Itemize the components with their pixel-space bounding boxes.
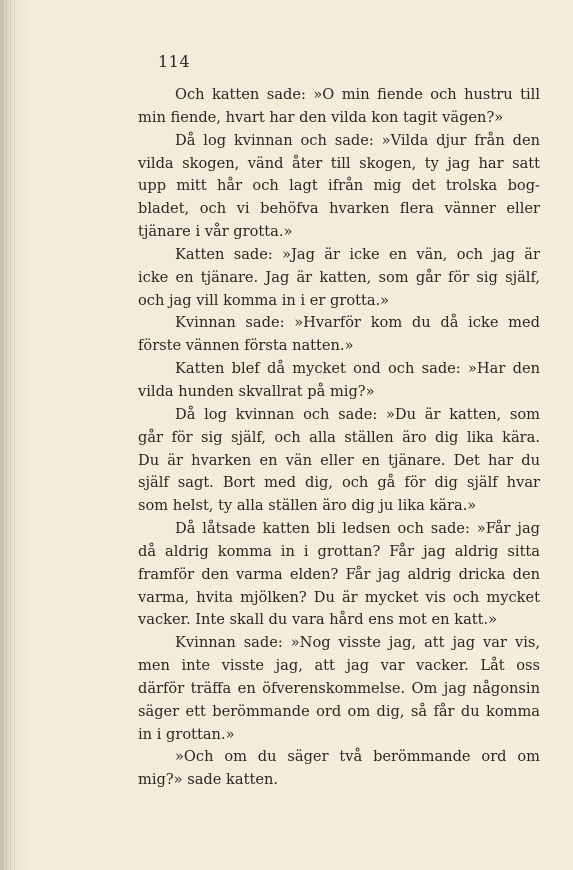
text-line: Katten sade: »Jag är icke en vän, och jag är	[175, 245, 540, 263]
body-text	[138, 84, 540, 792]
text-line: Och katten sade: »O min fiende och hustru till	[175, 86, 540, 103]
text-line: Då log kvinnan och sade: »Vilda djur från den	[175, 131, 540, 149]
text-line: min fiende, hvart har den vilda kon tagit vägen?»	[138, 108, 504, 126]
page-number: 114	[158, 52, 191, 71]
text-line: varma, hvita mjölken? Du är mycket vis och mycket	[138, 588, 540, 606]
text-line: vilda skogen, vänd åter till skogen, ty jag har satt	[138, 154, 540, 172]
text-line: Då låtsade katten bli ledsen och sade: »Får jag	[175, 520, 540, 538]
text-line: men inte visste jag, att jag var vacker. Låt oss	[138, 657, 540, 675]
text-line: och jag vill komma in i er grotta.»	[138, 291, 390, 309]
page-edge-shadow	[2, 0, 18, 870]
text-line: Då log kvinnan och sade: »Du är katten, som	[175, 405, 540, 423]
text-line: in i grottan.»	[138, 725, 235, 743]
text-line: som helst, ty alla ställen äro dig ju lika kära.»	[138, 497, 477, 515]
text-line: säger ett berömmande ord om dig, så får du komma	[138, 702, 540, 720]
text-line: går för sig själf, och alla ställen äro dig lika kära.	[138, 428, 540, 446]
text-line: Kvinnan sade: »Hvarför kom du då icke med	[175, 314, 540, 332]
text-line: »Och om du säger två berömmande ord om	[175, 748, 540, 766]
text-line: bladet, och vi behöfva hvarken flera vänner eller	[138, 200, 540, 218]
text-line: vacker. Inte skall du vara hård ens mot en katt.»	[138, 611, 498, 629]
text-line: därför träffa en öfverenskommelse. Om jag någonsin	[138, 679, 540, 697]
text-line: upp mitt hår och lagt ifrån mig det trolska bog-	[138, 177, 540, 195]
text-line: Katten blef då mycket ond och sade: »Har den	[175, 360, 540, 378]
text-line: mig?» sade katten.	[138, 771, 278, 789]
text-line: framför den varma elden? Får jag aldrig dricka den	[138, 565, 540, 583]
text-line: då aldrig komma in i grottan? Får jag aldrig sitta	[138, 542, 540, 560]
text-line: förste vännen första natten.»	[138, 337, 354, 355]
text-line: Du är hvarken en vän eller en tjänare. Det har du	[138, 451, 540, 469]
text-line: själf sagt. Bort med dig, och gå för dig själf hvar	[138, 474, 540, 492]
text-line: Kvinnan sade: »Nog visste jag, att jag var vis,	[175, 634, 540, 652]
text-line: vilda hunden skvallrat på mig?»	[138, 382, 375, 400]
text-line: icke en tjänare. Jag är katten, som går för sig själf,	[138, 268, 540, 286]
text-line: tjänare i vår grotta.»	[138, 223, 293, 241]
